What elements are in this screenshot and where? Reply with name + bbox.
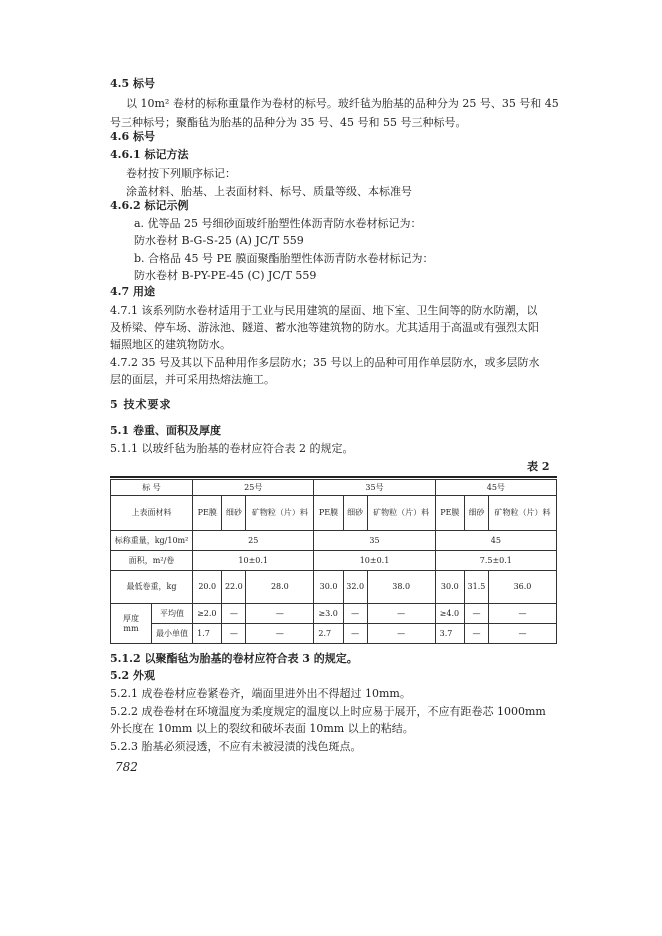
- table-cell: 20.0: [193, 571, 222, 604]
- table-cell: ≥2.0: [193, 604, 222, 624]
- table-cell: —: [367, 624, 435, 644]
- paragraph-line: 5.2.2 成卷卷材在环境温度为柔度规定的温度以上时应易于展开，不应有距卷芯 1000mm: [110, 705, 546, 718]
- table-header-cell: 45号: [435, 480, 556, 496]
- thickness-unit: mm: [123, 623, 139, 633]
- table-cell: 细砂: [464, 496, 488, 531]
- paragraph-line: 层的面层，并可采用热熔法施工。: [110, 373, 275, 386]
- paragraph-line: 卷材按下列顺序标记：: [126, 167, 236, 180]
- table-cell: —: [222, 624, 246, 644]
- heading-4-6-1: 4.6.1 标记方法: [110, 148, 189, 161]
- paragraph-line: 5.2.3 胎基必须浸透，不应有未被浸渍的浅色斑点。: [110, 740, 362, 753]
- table-cell: 2.7: [314, 624, 343, 644]
- example-line: a. 优等品 25 号细砂面玻纤胎塑性体沥青防水卷材标记为：: [134, 217, 422, 230]
- table-cell: 细砂: [343, 496, 367, 531]
- table-cell: 30.0: [435, 571, 464, 604]
- table-cell: —: [343, 624, 367, 644]
- paragraph-line: 5.2.1 成卷卷材应卷紧卷齐，端面里进外出不得超过 10mm。: [110, 687, 411, 700]
- table-cell: 矿物粒（片）料: [367, 496, 435, 531]
- table-cell: —: [367, 604, 435, 624]
- table-cell: ≥3.0: [314, 604, 343, 624]
- table-row: [111, 604, 557, 624]
- example-code: 防水卷材 B-G-S-25 (A) JC/T 559: [134, 234, 304, 247]
- heading-5-1: 5.1 卷重、面积及厚度: [110, 424, 221, 437]
- table-cell: 30.0: [314, 571, 343, 604]
- table-cell: 细砂: [222, 496, 246, 531]
- table-row-label: 最低卷重，kg: [111, 571, 193, 604]
- table-cell: 36.0: [488, 571, 556, 604]
- paragraph-line: 外长度在 10mm 以上的裂纹和破坏表面 10mm 以上的粘结。: [110, 722, 414, 735]
- table-cell: 3.7: [435, 624, 464, 644]
- table-cell: —: [343, 604, 367, 624]
- table-row-label: 最小单值: [152, 624, 193, 644]
- table-cell: PE膜: [435, 496, 464, 531]
- page-number: 782: [115, 760, 138, 774]
- table-row-label: 面积，m²/卷: [111, 551, 193, 571]
- table-header-cell: 35号: [314, 480, 435, 496]
- paragraph-line: 以 10m² 卷材的标称重量作为卷材的标号。玻纤毡为胎基的品种分为 25 号、35 号和 45: [126, 97, 559, 110]
- table-row-label: [111, 604, 152, 644]
- table-cell: 45: [435, 531, 556, 551]
- table-row: [111, 531, 557, 551]
- table-row: [111, 571, 557, 604]
- heading-4-5: 4.5 标号: [110, 77, 155, 90]
- table-cell: —: [222, 604, 246, 624]
- heading-4-7: 4.7 用途: [110, 285, 155, 298]
- table-row: [111, 496, 557, 531]
- paragraph-line: 及桥梁、停车场、游泳池、隧道、蓄水池等建筑物的防水。尤其适用于高温或有强烈太阳: [110, 321, 539, 334]
- paragraph-line: 4.7.1 该系列防水卷材适用于工业与民用建筑的屋面、地下室、卫生间等的防水防潮，以: [110, 304, 538, 317]
- table-cell: —: [488, 624, 556, 644]
- table-cell: PE膜: [193, 496, 222, 531]
- table-row-label: 标称重量，kg/10m²: [111, 531, 193, 551]
- table-top-rule: [110, 476, 557, 478]
- table-caption: 表 2: [527, 460, 550, 473]
- table-cell: 28.0: [246, 571, 314, 604]
- paragraph-line: 4.7.2 35 号及其以下品种用作多层防水；35 号以上的品种可用作单层防水，或多层防水: [110, 356, 540, 369]
- paragraph-line: 辐照地区的建筑物防水。: [110, 338, 231, 351]
- example-code: 防水卷材 B-PY-PE-45 (C) JC/T 559: [134, 269, 317, 282]
- thickness-label: 厚度: [123, 613, 139, 623]
- heading-5-1-2: 5.1.2 以聚酯毡为胎基的卷材应符合表 3 的规定。: [110, 652, 358, 665]
- paragraph-line: 5.1.1 以玻纤毡为胎基的卷材应符合表 2 的规定。: [110, 442, 354, 455]
- table-cell: 22.0: [222, 571, 246, 604]
- table-cell: —: [488, 604, 556, 624]
- table-header-cell: 标 号: [111, 480, 193, 496]
- paragraph-line: 号三种标号；聚酯毡为胎基的品种分为 35 号、45 号和 55 号三种标号。: [110, 116, 467, 129]
- table-header-cell: 25号: [193, 480, 314, 496]
- heading-4-6-2: 4.6.2 标记示例: [110, 199, 189, 212]
- table-row: [111, 480, 557, 496]
- table-cell: 31.5: [464, 571, 488, 604]
- table-cell: —: [464, 624, 488, 644]
- table-cell: 32.0: [343, 571, 367, 604]
- table-header-cell: 上表面材料: [111, 496, 193, 531]
- table-2: [110, 479, 557, 644]
- table-cell: ≥4.0: [435, 604, 464, 624]
- table-cell: —: [246, 624, 314, 644]
- table-cell: 38.0: [367, 571, 435, 604]
- table-cell: 35: [314, 531, 435, 551]
- table-cell: —: [464, 604, 488, 624]
- example-line: b. 合格品 45 号 PE 膜面聚酯胎塑性体沥青防水卷材标记为：: [134, 252, 434, 265]
- table-row: [111, 624, 557, 644]
- table-cell: 1.7: [193, 624, 222, 644]
- heading-5-2: 5.2 外观: [110, 669, 155, 682]
- table-cell: 矿物粒（片）料: [488, 496, 556, 531]
- table-cell: 7.5±0.1: [435, 551, 556, 571]
- table-cell: 25: [193, 531, 314, 551]
- table-cell: 10±0.1: [193, 551, 314, 571]
- heading-4-6: 4.6 标号: [110, 130, 155, 143]
- table-cell: PE膜: [314, 496, 343, 531]
- table-row: [111, 551, 557, 571]
- table-cell: 矿物粒（片）料: [246, 496, 314, 531]
- table-row-label: 平均值: [152, 604, 193, 624]
- heading-5: 5 技术要求: [110, 398, 172, 411]
- table-cell: —: [246, 604, 314, 624]
- paragraph-line: 涂盖材料、胎基、上表面材料、标号、质量等级、本标准号: [126, 185, 412, 198]
- table-cell: 10±0.1: [314, 551, 435, 571]
